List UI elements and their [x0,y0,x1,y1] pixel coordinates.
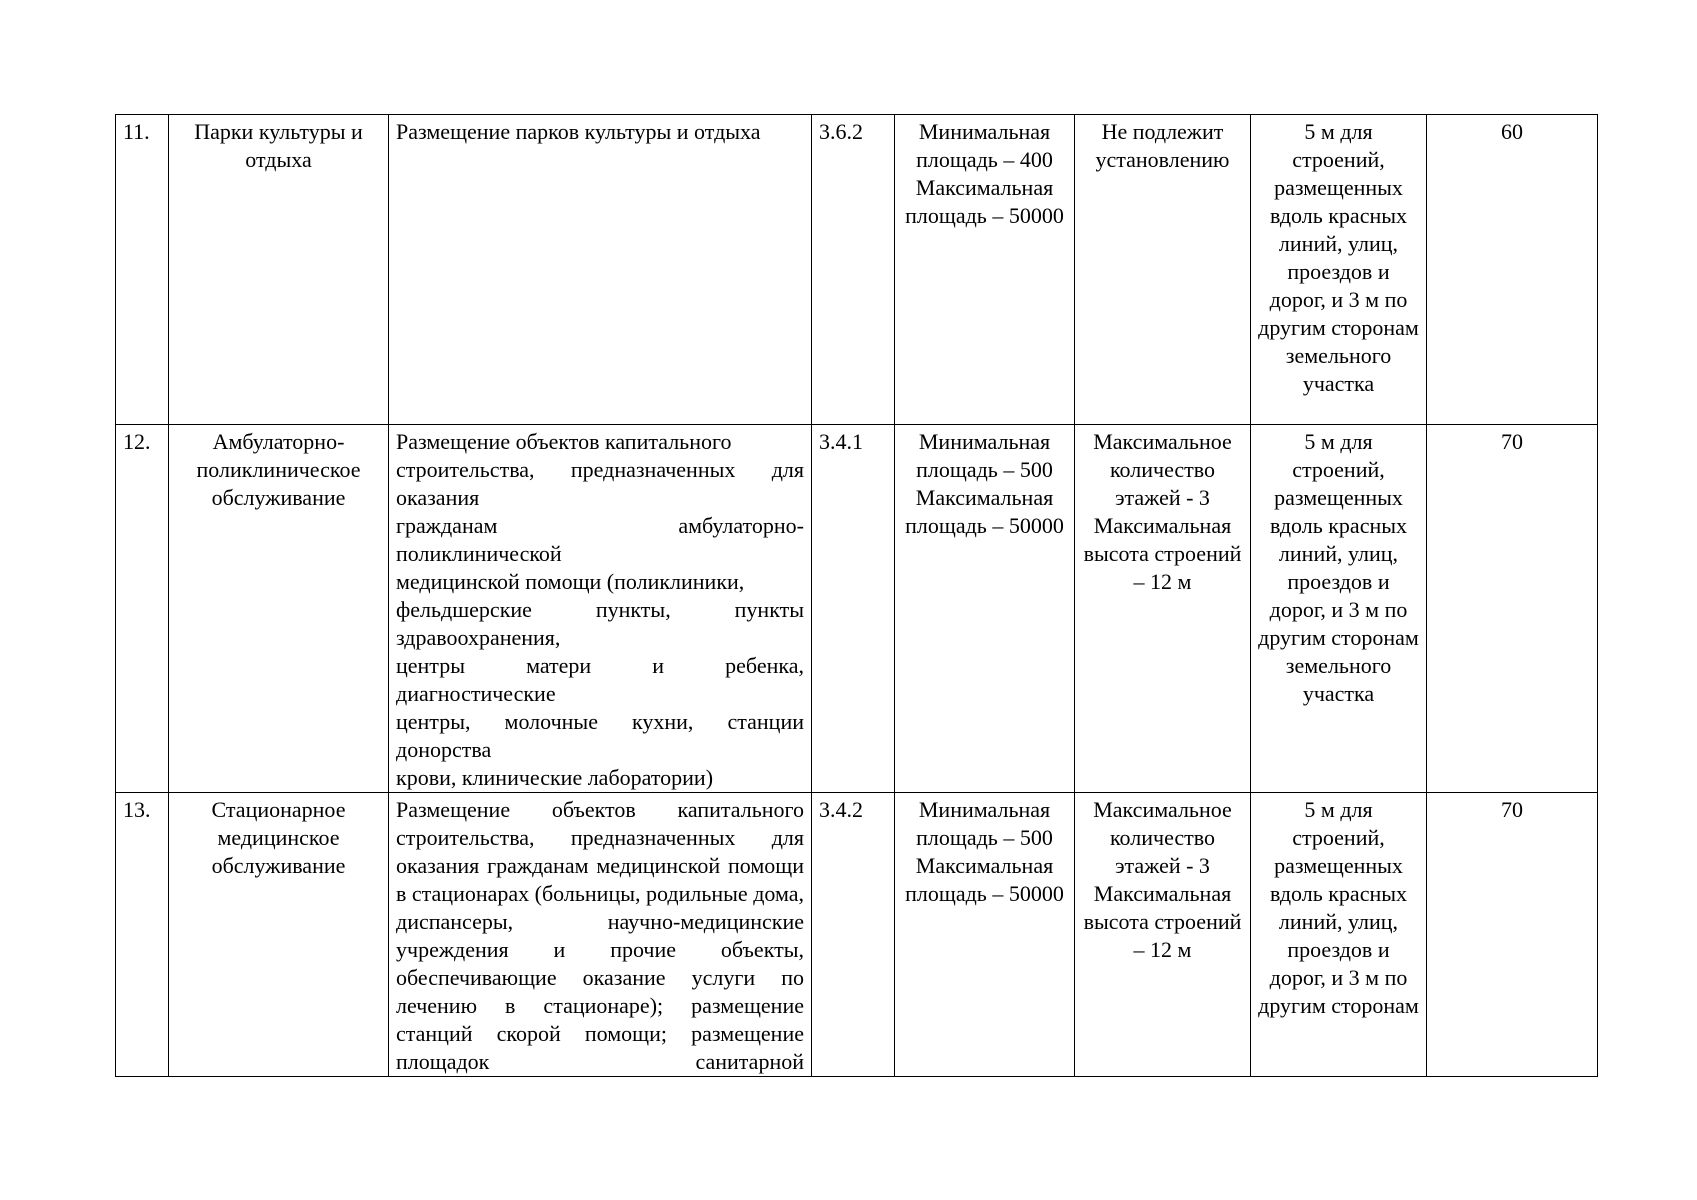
use-description [389,793,812,1077]
max-coverage-percent: 60 [1427,115,1598,425]
description-line: здравоохранения, [396,625,561,650]
row-number: 12. [116,425,169,793]
row-number: 13. [116,793,169,1077]
use-type-name: Амбулаторно-поликлиническое обслуживание [169,425,389,793]
max-coverage-percent: 70 [1427,793,1598,1077]
plot-area-limits: Минимальная площадь – 500 Максимальная площадь – 50000 [895,793,1075,1077]
description-line: гражданам амбулаторно- [396,513,804,538]
description-line: медицинской помощи (поликлиники, [396,569,745,594]
use-description [389,425,812,793]
description-line: Размещение объектов капитального строительства, предназначенных для оказания гражданам медицинской помощи в стационарах (больницы, родильные дома, диспансеры, научно-медицинские учреждения и прочие объекты, обеспечивающие оказание услуги по лечению в стационаре); размещение станций скорой помощи; размещение площадок санитарной [396,797,804,1074]
table-row [116,793,1598,1077]
description-line: строительства, предназначенных для [396,457,804,482]
description-line: Размещение объектов капитального [396,429,732,454]
floor-height-limits: Максимальное количество этажей - 3 Максимальная высота строений – 12 м [1075,793,1251,1077]
setback-distance: 5 м для строений, размещенных вдоль красных линий, улиц, проездов и дорог, и 3 м по другим сторонам земельного участка [1251,115,1427,425]
land-use-table [115,114,1598,1077]
setback-distance: 5 м для строений, размещенных вдоль красных линий, улиц, проездов и дорог, и 3 м по другим сторонам [1251,793,1427,1077]
setback-distance: 5 м для строений, размещенных вдоль красных линий, улиц, проездов и дорог, и 3 м по другим сторонам земельного участка [1251,425,1427,793]
use-type-name: Стационарное медицинское обслуживание [169,793,389,1077]
description-line: крови, клинические лаборатории) [396,765,714,790]
floor-height-limits: Максимальное количество этажей - 3 Максимальная высота строений – 12 м [1075,425,1251,793]
classifier-code: 3.6.2 [812,115,895,425]
plot-area-limits: Минимальная площадь – 500 Максимальная площадь – 50000 [895,425,1075,793]
description-line: оказания [396,485,480,510]
description-line: фельдшерские пункты, пункты [396,597,804,622]
description-line: центры матери и ребенка, [396,653,804,678]
row-number: 11. [116,115,169,425]
classifier-code: 3.4.1 [812,425,895,793]
plot-area-limits: Минимальная площадь – 400 Максимальная площадь – 50000 [895,115,1075,425]
description-line: Размещение парков культуры и отдыха [396,119,761,144]
max-coverage-percent: 70 [1427,425,1598,793]
classifier-code: 3.4.2 [812,793,895,1077]
floor-height-limits: Не подлежит установлению [1075,115,1251,425]
description-line: центры, молочные кухни, станции [396,709,804,734]
table-row [116,425,1598,793]
use-type-name: Парки культуры и отдыха [169,115,389,425]
use-description [389,115,812,425]
table-row [116,115,1598,425]
description-line: донорства [396,737,492,762]
description-line: поликлинической [396,541,562,566]
description-line: диагностические [396,681,556,706]
